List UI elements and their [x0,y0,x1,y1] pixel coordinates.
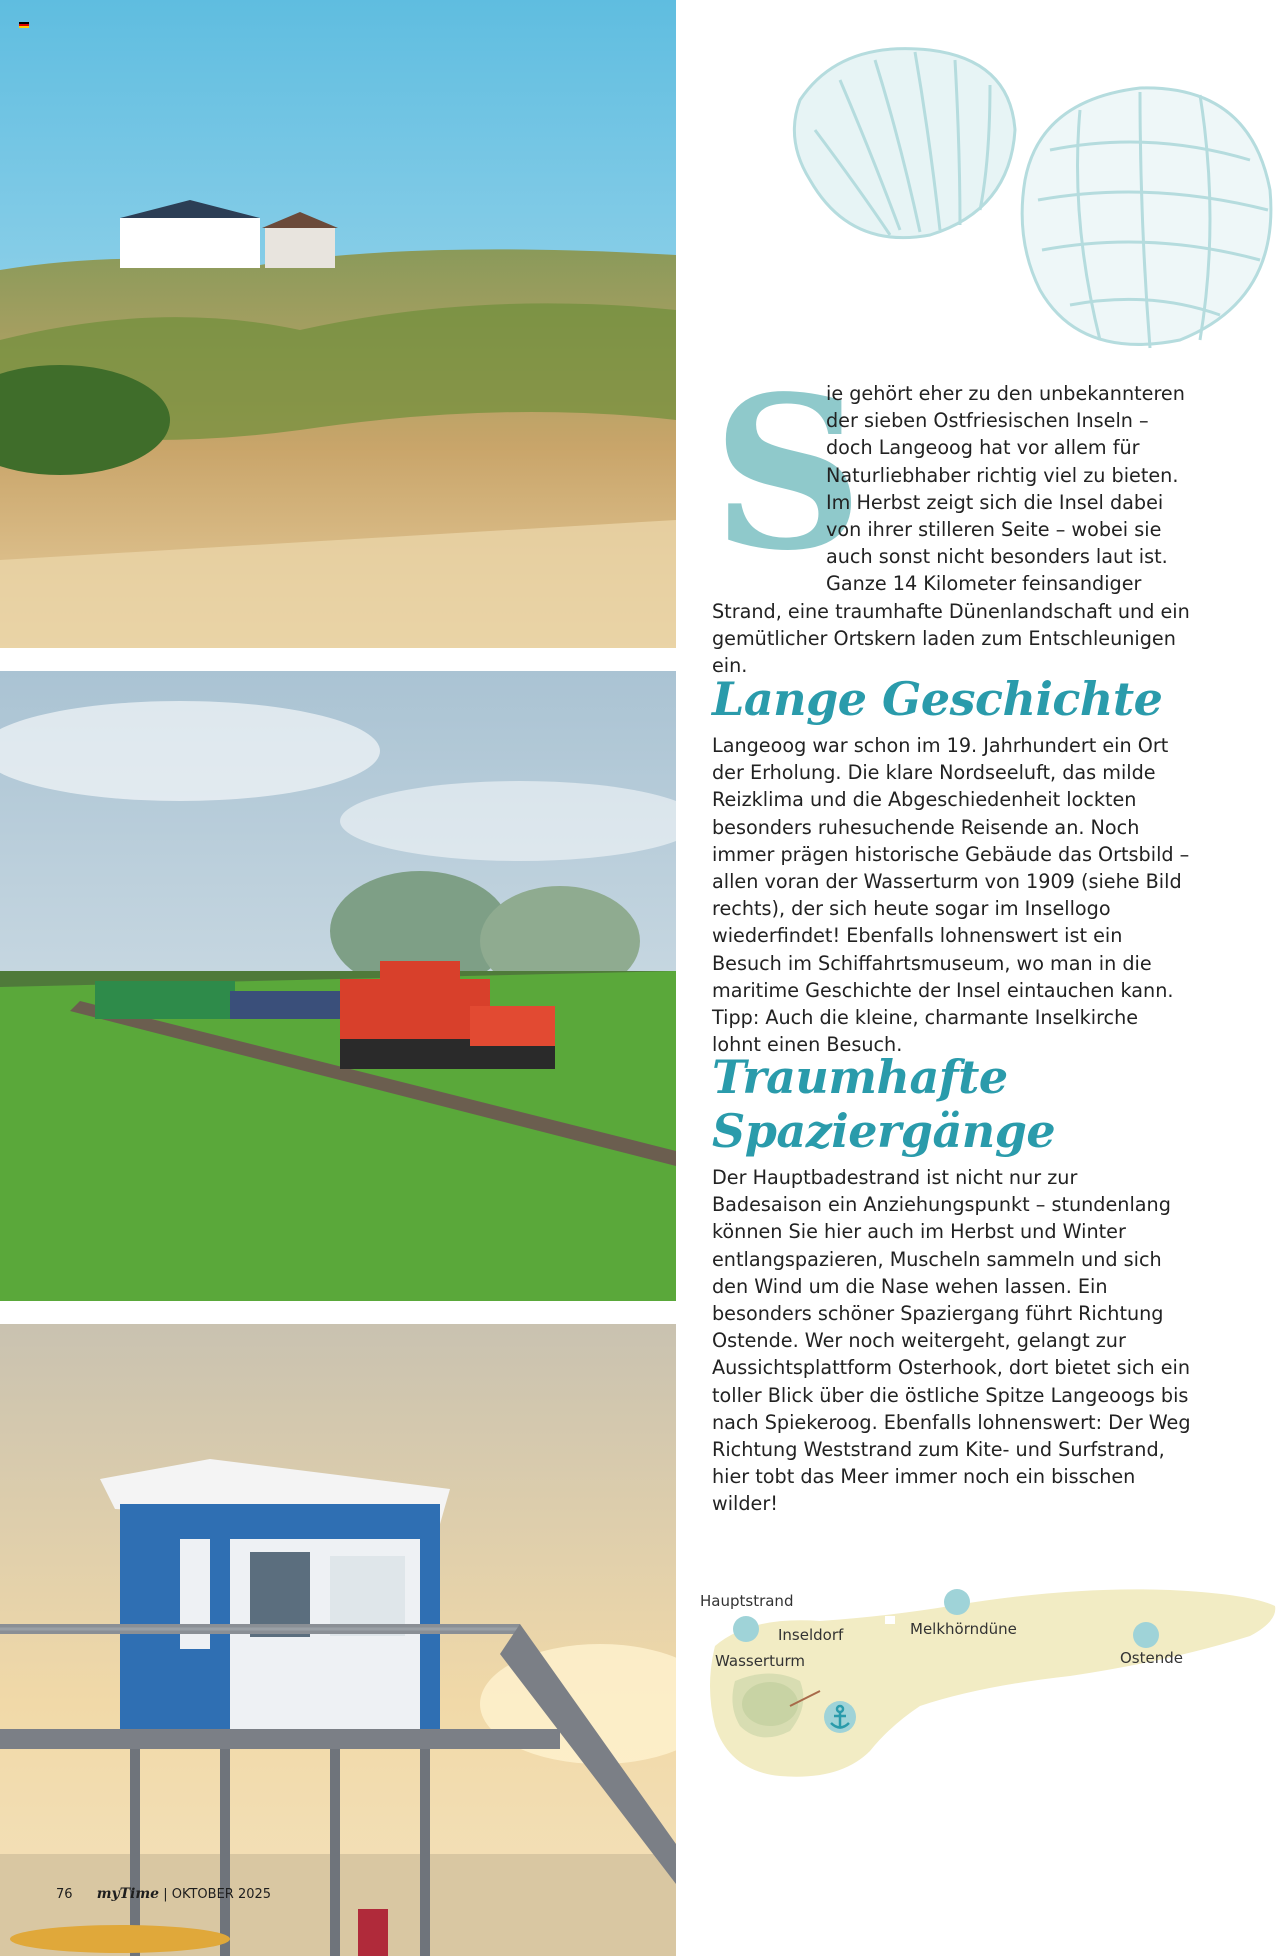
island-map [690,1576,1280,1796]
heading-line-2: Spaziergänge [712,1104,1056,1158]
flag-icon [19,22,29,28]
photo-beach-hut [0,1324,676,1956]
map-label-inseldorf: Inseldorf [778,1626,844,1644]
section-traumhafte-spaziergaenge [712,1050,1192,1518]
photo-train [0,671,676,1301]
intro-section [712,350,1192,679]
section-heading: Lange Geschichte [712,672,1163,726]
intro-text: ie gehört eher zu den unbekannteren der sieben Ostfriesischen Inseln – doch Langeoog hat vor allem für Naturliebhaber richtig viel zu bieten. Im Herbst zeigt sich die Insel dabei von ihrer stilleren Seite – wobei sie auch sonst nicht besonders laut ist. Ganze 14 Kilometer feinsandiger Strand, eine traumhafte Dünenlandschaft und ein gemütlicher Ortskern laden zum Entschleunigen ein. [712,382,1190,678]
section-paragraph: Der Hauptbadestrand ist nicht nur zur Badesaison ein Anziehungspunkt – stundenlang können Sie hier auch im Herbst und Winter entlangspazieren, Muscheln sammeln und sich den Wind um die Nase wehen lassen. Ein besonders schöner Spaziergang führt Richtung Ostende. Wer noch weitergeht, gelangt zur Aussichtsplattform Osterhook, dort bietet sich ein toller Blick über die östliche Spitze Langeoogs bis nach Spiekeroog. Ebenfalls lohnenswert: Der Weg Richtung Weststrand zum Kite- und Surfstrand, hier tobt das Meer immer noch ein bisschen wilder! [712,1166,1191,1516]
shell-illustration [780,40,1280,370]
issue-date: | OKTOBER 2025 [163,1887,272,1902]
map-label-melkhoerndune: Melkhörndüne [910,1620,1017,1638]
brand-logo: myTime [96,1886,160,1902]
map-label-ostende: Ostende [1120,1649,1183,1667]
page-number: 76 [56,1887,73,1902]
section-heading [712,1050,1192,1158]
map-label-wasserturm: Wasserturm [715,1652,805,1670]
drop-cap: S [712,350,864,597]
intro-paragraph [712,350,1192,679]
map-label-hauptstrand: Hauptstrand [700,1592,794,1610]
photo-dunes [0,0,676,648]
section-lange-geschichte [712,672,1192,1058]
section-paragraph: Langeoog war schon im 19. Jahrhundert ein Ort der Erholung. Die klare Nordseeluft, das milde Reizklima und die Abgeschiedenheit lockten besonders ruhesuchende Reisende an. Noch immer prägen historische Gebäude das Ortsbild – allen voran der Wasserturm von 1909 (siehe Bild rechts), der sich heute sogar im Insellogo wiederfindet! Ebenfalls lohnenswert ist ein Besuch im Schiffahrtsmuseum, wo man in die maritime Geschichte der Insel eintauchen kann. Tipp: Auch die kleine, charmante Inselkirche lohnt einen Besuch. [712,734,1190,1057]
page-footer [56,1886,271,1902]
heading-line-1: Traumhafte [712,1050,1008,1104]
